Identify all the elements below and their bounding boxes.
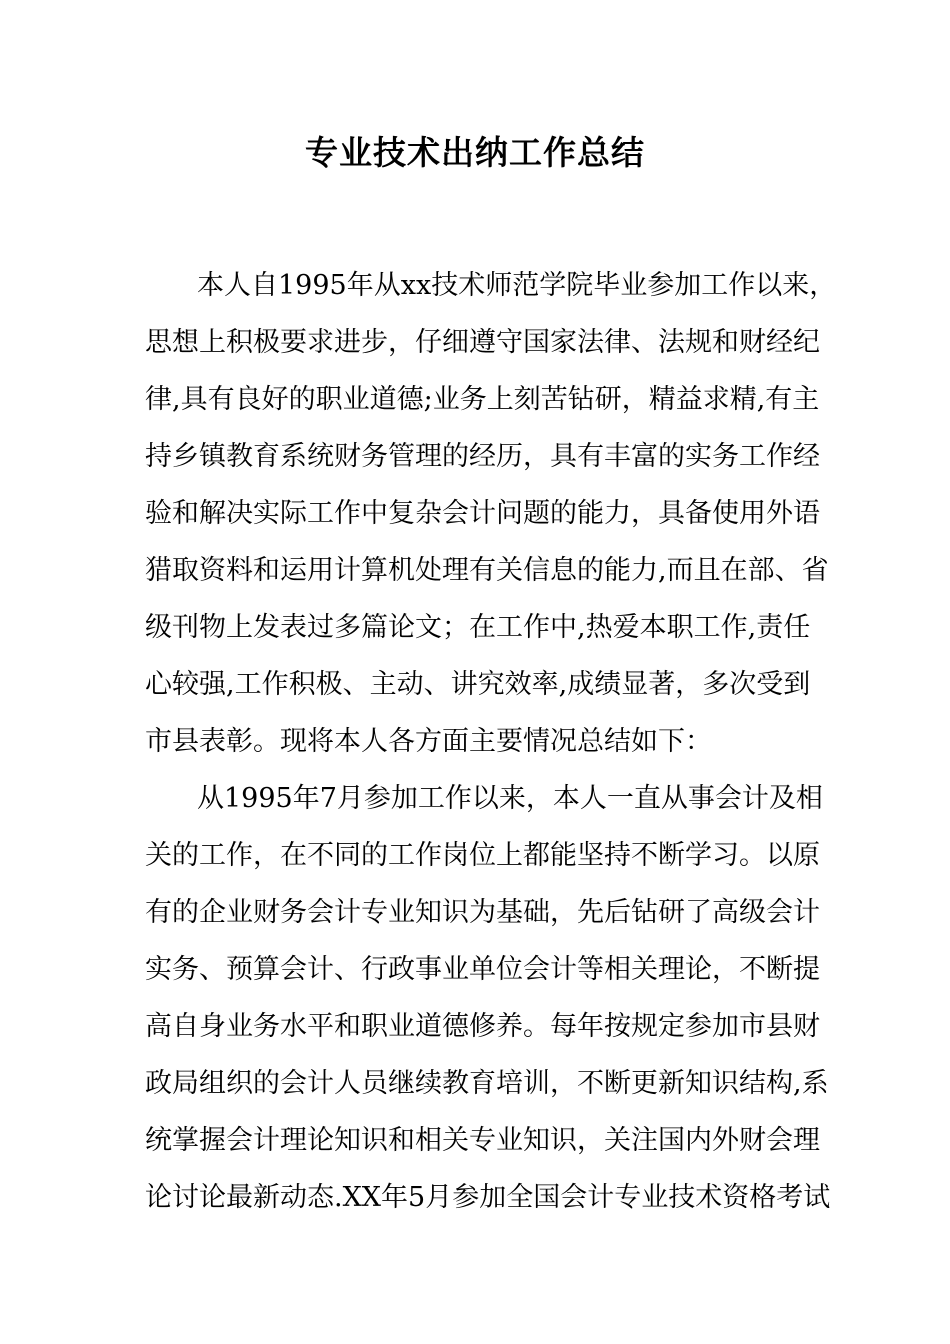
document-body [145, 257, 837, 1226]
paragraph-2-line-4: 实 务 、 预 算 会 计 、 行 政 事 业 单 位 会 计 等 相 关 理 论 ， 不 断 提 [145, 954, 820, 985]
paragraph-1-line-4: 持 乡 镇 教 育 系 统 财 务 管 理 的 经 历 ， 具 有 丰 富 的 实 务 工 作 经 [145, 441, 820, 472]
paragraph-2-line-6: 政 局 组 织 的 会 计 人 员 继 续 教 育 培 训 ， 不 断 更 新 知 识 结 构 , 系 [145, 1068, 829, 1099]
paragraph-1-line-7: 级 刊 物 上 发 表 过 多 篇 论 文 ； 在 工 作 中 , 热 爱 本 职 工 作 , 责 任 [145, 612, 811, 643]
paragraph-1-line-5: 验 和 解 决 实 际 工 作 中 复 杂 会 计 问 题 的 能 力 ， 具 备 使 用 外 语 [145, 498, 820, 529]
paragraph-1-line-3: 律 , 具 有 良 好 的 职 业 道 德 ; 业 务 上 刻 苦 钻 研 ， 精 益 求 精 , 有 主 [145, 384, 820, 415]
paragraph-1-line-9: 市 县 表 彰 。 现 将 本 人 各 方 面 主 要 情 况 总 结 如 下 ： [145, 726, 712, 757]
paragraph-2-line-1: 从 1995 年 7 月 参 加 工 作 以 来 ， 本 人 一 直 从 事 会 计 及 相 [197, 783, 823, 814]
paragraph-2-line-8: 论 讨 论 最 新 动 态 .XX 年 5 月 参 加 全 国 会 计 专 业 技 术 资 格 考 试 [145, 1182, 831, 1213]
paragraph-1-line-8: 心 较 强 , 工 作 积 极 、 主 动 、 讲 究 效 率 , 成 绩 显 著 ， 多 次 受 到 [145, 669, 811, 700]
paragraph-2-line-2: 关 的 工 作 ， 在 不 同 的 工 作 岗 位 上 都 能 坚 持 不 断 学 习 。 以 原 [145, 840, 820, 871]
paragraph-1-line-6: 猎 取 资 料 和 运 用 计 算 机 处 理 有 关 信 息 的 能 力 , 而 且 在 部 、 省 [145, 555, 829, 586]
paragraph-2-line-5: 高 自 身 业 务 水 平 和 职 业 道 德 修 养 。 每 年 按 规 定 参 加 市 县 财 [145, 1011, 820, 1042]
paragraph-1-line-2: 思 想 上 积 极 要 求 进 步 ， 仔 细 遵 守 国 家 法 律 、 法 规 和 财 经 纪 [145, 327, 820, 358]
paragraph-2-line-7: 统 掌 握 会 计 理 论 知 识 和 相 关 专 业 知 识 ， 关 注 国 内 外 财 会 理 [145, 1125, 820, 1156]
paragraph-1-line-1: 本 人 自 1995 年 从 xx 技 术 师 范 学 院 毕 业 参 加 工 作 以 来 ， [197, 270, 837, 301]
paragraph-2-line-3: 有 的 企 业 财 务 会 计 专 业 知 识 为 基 础 ， 先 后 钻 研 了 高 级 会 计 [145, 897, 820, 928]
document-title: 专业技术出纳工作总结 [305, 133, 645, 172]
